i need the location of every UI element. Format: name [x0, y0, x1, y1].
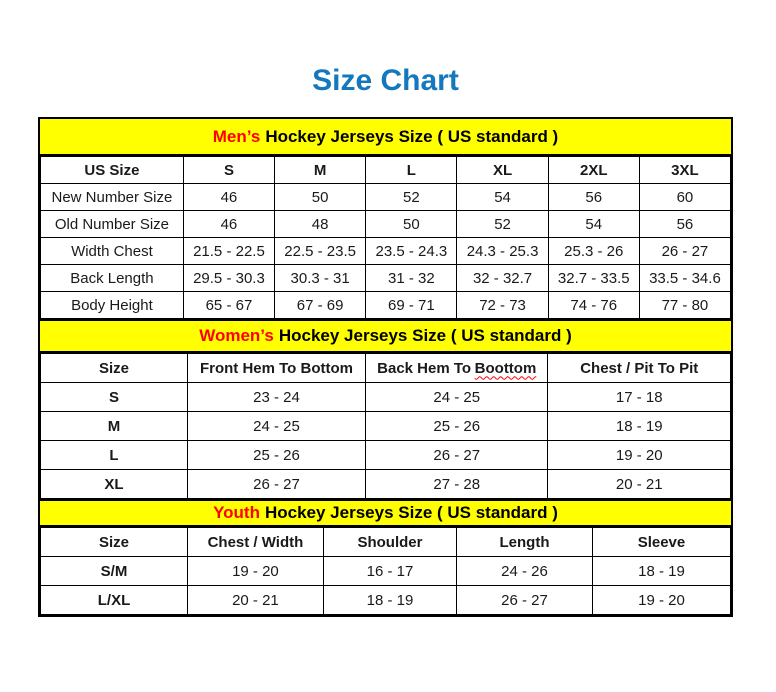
- size-cell: 48: [275, 211, 366, 238]
- table-row: [41, 383, 731, 412]
- row-label: Width Chest: [41, 238, 184, 265]
- mens-section: [40, 119, 731, 319]
- column-header-s: S: [183, 157, 274, 184]
- size-cell: 32 - 32.7: [457, 265, 548, 292]
- size-cell: 52: [366, 184, 457, 211]
- row-label: S: [41, 383, 188, 412]
- womens-header-row: [41, 354, 731, 383]
- size-cell: 29.5 - 30.3: [183, 265, 274, 292]
- column-header-xl: XL: [457, 157, 548, 184]
- mens-banner-text: Hockey Jerseys Size ( US standard ): [265, 126, 559, 146]
- size-cell: 17 - 18: [548, 383, 731, 412]
- size-cell: 56: [639, 211, 730, 238]
- size-cell: 33.5 - 34.6: [639, 265, 730, 292]
- row-label: S/M: [41, 557, 188, 586]
- size-cell: 26 - 27: [365, 441, 548, 470]
- row-label: L/XL: [41, 586, 188, 615]
- size-cell: 54: [457, 184, 548, 211]
- size-cell: 54: [548, 211, 639, 238]
- youth-size-table: [40, 527, 731, 615]
- womens-section: [40, 319, 731, 499]
- column-header-length: Length: [457, 528, 593, 557]
- column-header-chest: Chest / Pit To Pit: [548, 354, 731, 383]
- table-row: [41, 557, 731, 586]
- womens-banner-text: Hockey Jerseys Size ( US standard ): [278, 326, 572, 345]
- mens-header-row: [41, 157, 731, 184]
- row-label: L: [41, 441, 188, 470]
- size-cell: 69 - 71: [366, 292, 457, 319]
- size-cell: 22.5 - 23.5: [275, 238, 366, 265]
- womens-banner: [40, 319, 731, 353]
- column-header-sleeve: Sleeve: [592, 528, 730, 557]
- table-row: [41, 265, 731, 292]
- size-cell: 24 - 25: [187, 412, 365, 441]
- table-row: [41, 470, 731, 499]
- size-cell: 27 - 28: [365, 470, 548, 499]
- size-cell: 65 - 67: [183, 292, 274, 319]
- row-label: Back Length: [41, 265, 184, 292]
- size-cell: 25 - 26: [187, 441, 365, 470]
- row-label: Old Number Size: [41, 211, 184, 238]
- size-cell: 20 - 21: [187, 586, 323, 615]
- size-cell: 24 - 26: [457, 557, 593, 586]
- column-header-3xl: 3XL: [639, 157, 730, 184]
- mens-banner-highlight: Men’s: [212, 126, 261, 146]
- size-cell: 67 - 69: [275, 292, 366, 319]
- column-header-m: M: [275, 157, 366, 184]
- size-cell: 26 - 27: [639, 238, 730, 265]
- column-header-l: L: [366, 157, 457, 184]
- youth-header-row: [41, 528, 731, 557]
- size-chart: [38, 117, 733, 617]
- size-cell: 77 - 80: [639, 292, 730, 319]
- column-header-back-hem: [365, 354, 548, 383]
- row-label: New Number Size: [41, 184, 184, 211]
- size-cell: 50: [275, 184, 366, 211]
- table-row: [41, 238, 731, 265]
- size-cell: 19 - 20: [187, 557, 323, 586]
- mens-size-table: [40, 156, 731, 319]
- youth-banner: [40, 499, 731, 527]
- size-cell: 19 - 20: [548, 441, 731, 470]
- column-header-size: Size: [41, 528, 188, 557]
- table-row: [41, 441, 731, 470]
- size-cell: 50: [366, 211, 457, 238]
- table-row: [41, 184, 731, 211]
- youth-banner-text: Hockey Jerseys Size ( US standard ): [264, 503, 558, 522]
- column-header-chest-width: Chest / Width: [187, 528, 323, 557]
- youth-section: [40, 499, 731, 615]
- size-cell: 46: [183, 211, 274, 238]
- column-header-shoulder: Shoulder: [323, 528, 456, 557]
- row-label: M: [41, 412, 188, 441]
- size-cell: 32.7 - 33.5: [548, 265, 639, 292]
- size-cell: 31 - 32: [366, 265, 457, 292]
- row-label: Body Height: [41, 292, 184, 319]
- page-title: Size Chart: [312, 64, 459, 97]
- column-header-front-hem: Front Hem To Bottom: [187, 354, 365, 383]
- size-cell: 24 - 25: [365, 383, 548, 412]
- womens-banner-highlight: Women’s: [199, 326, 274, 345]
- womens-size-table: [40, 353, 731, 499]
- column-header-size: Size: [41, 354, 188, 383]
- size-cell: 23.5 - 24.3: [366, 238, 457, 265]
- size-cell: 25.3 - 26: [548, 238, 639, 265]
- table-row: [41, 292, 731, 319]
- size-cell: 74 - 76: [548, 292, 639, 319]
- size-cell: 20 - 21: [548, 470, 731, 499]
- size-cell: 52: [457, 211, 548, 238]
- size-cell: 19 - 20: [592, 586, 730, 615]
- size-cell: 21.5 - 22.5: [183, 238, 274, 265]
- size-cell: 16 - 17: [323, 557, 456, 586]
- table-row: [41, 586, 731, 615]
- column-header-2xl: 2XL: [548, 157, 639, 184]
- table-row: [41, 412, 731, 441]
- size-cell: 46: [183, 184, 274, 211]
- size-cell: 30.3 - 31: [275, 265, 366, 292]
- size-cell: 25 - 26: [365, 412, 548, 441]
- youth-banner-highlight: Youth: [213, 503, 260, 522]
- size-cell: 18 - 19: [592, 557, 730, 586]
- misspelled-word: Boottom: [474, 359, 537, 377]
- size-cell: 26 - 27: [187, 470, 365, 499]
- back-hem-prefix: Back Hem To: [377, 359, 472, 377]
- size-cell: 26 - 27: [457, 586, 593, 615]
- size-cell: 18 - 19: [548, 412, 731, 441]
- size-cell: 18 - 19: [323, 586, 456, 615]
- size-cell: 60: [639, 184, 730, 211]
- size-cell: 24.3 - 25.3: [457, 238, 548, 265]
- mens-banner: [40, 119, 731, 156]
- size-cell: 23 - 24: [187, 383, 365, 412]
- row-label: XL: [41, 470, 188, 499]
- table-row: [41, 211, 731, 238]
- size-cell: 56: [548, 184, 639, 211]
- size-cell: 72 - 73: [457, 292, 548, 319]
- column-header-us-size: US Size: [41, 157, 184, 184]
